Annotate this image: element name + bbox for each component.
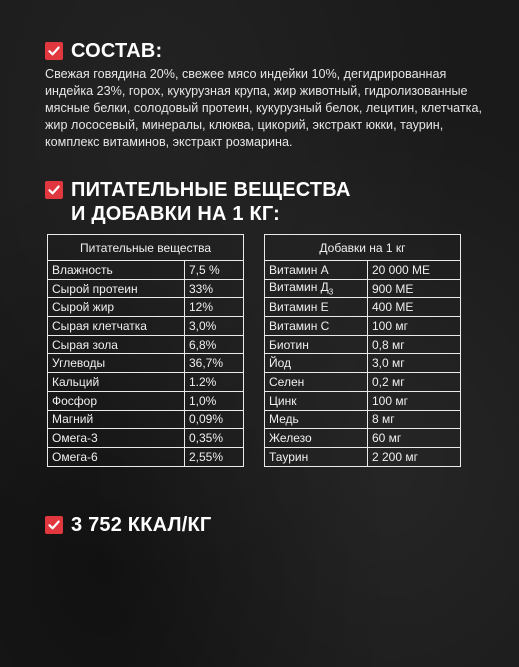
composition-heading — [45, 39, 162, 63]
check-icon — [45, 181, 63, 199]
additives-table-header: Добавки на 1 кг — [265, 235, 461, 261]
additive-name: Йод — [265, 354, 368, 373]
additive-value: 3,0 мг — [368, 354, 461, 373]
nutrient-value: 1,0% — [185, 391, 244, 410]
nutrient-name: Углеводы — [48, 354, 185, 373]
nutrients-title — [71, 178, 351, 226]
nutrients-title-line2: И ДОБАВКИ НА 1 КГ: — [71, 203, 281, 225]
table-row — [48, 391, 244, 410]
table-row — [265, 429, 461, 448]
nutrient-value: 6,8% — [185, 335, 244, 354]
additive-name: Биотин — [265, 335, 368, 354]
table-row — [48, 447, 244, 466]
table-row — [265, 447, 461, 466]
table-row — [48, 410, 244, 429]
table-row — [265, 298, 461, 317]
nutrient-value: 36,7% — [185, 354, 244, 373]
nutrients-title-line1: ПИТАТЕЛЬНЫЕ ВЕЩЕСТВА — [71, 179, 351, 201]
table-row — [48, 279, 244, 298]
nutrient-value: 12% — [185, 298, 244, 317]
table-row — [48, 261, 244, 280]
table-row — [48, 317, 244, 336]
additive-value: 60 мг — [368, 429, 461, 448]
nutrient-value: 3,0% — [185, 317, 244, 336]
nutrient-value: 0,35% — [185, 429, 244, 448]
composition-title: СОСТАВ: — [71, 40, 163, 62]
check-icon — [45, 42, 63, 60]
additives-table — [264, 234, 461, 467]
composition-text: Свежая говядина 20%, свежее мясо индейки 10%, дегидрированная индейка 23%, горох, кукурузная крупа, жир животный, гидролизованные мясные белки, солодовый протеин, кукурузный белок, лецитин, клетчатка, жир лососевый, минералы, клюква, цикорий, экстракт юкки, таурин, комплекс витаминов, экстракт розмарина. — [45, 67, 482, 149]
additive-value: 0,2 мг — [368, 373, 461, 392]
check-icon — [45, 516, 63, 534]
nutrient-name: Сырой протеин — [48, 279, 185, 298]
table-row — [265, 335, 461, 354]
additive-name: Витамин А — [265, 261, 368, 280]
table-row — [265, 410, 461, 429]
nutrients-heading — [45, 178, 351, 226]
nutrient-name: Сырая клетчатка — [48, 317, 185, 336]
nutrients-table-header: Питательные вещества — [48, 235, 244, 261]
table-row — [265, 354, 461, 373]
table-row — [265, 279, 461, 298]
nutrient-value: 33% — [185, 279, 244, 298]
additive-name: Таурин — [265, 447, 368, 466]
nutrient-value: 0,09% — [185, 410, 244, 429]
additive-name: Витамин Е — [265, 298, 368, 317]
additive-name: Витамин С — [265, 317, 368, 336]
energy-heading — [45, 513, 211, 537]
nutrient-value: 1.2% — [185, 373, 244, 392]
nutrient-name: Сырой жир — [48, 298, 185, 317]
table-row — [265, 373, 461, 392]
additive-value: 0,8 мг — [368, 335, 461, 354]
table-row — [265, 391, 461, 410]
additive-value: 100 мг — [368, 391, 461, 410]
nutrient-name: Магний — [48, 410, 185, 429]
additive-value: 2 200 мг — [368, 447, 461, 466]
subscript: 3 — [328, 287, 334, 297]
additive-name: Медь — [265, 410, 368, 429]
table-row — [48, 335, 244, 354]
table-row — [265, 261, 461, 280]
nutrients-table — [47, 234, 244, 467]
additive-name: Железо — [265, 429, 368, 448]
nutrient-name: Фосфор — [48, 391, 185, 410]
nutrient-name: Сырая зола — [48, 335, 185, 354]
nutrient-value: 2,55% — [185, 447, 244, 466]
table-row — [265, 317, 461, 336]
additive-name: Селен — [265, 373, 368, 392]
nutrient-name: Омега-3 — [48, 429, 185, 448]
additive-value: 900 МЕ — [368, 279, 461, 298]
additive-name: Цинк — [265, 391, 368, 410]
additive-name-text: Витамин Д — [269, 280, 329, 295]
nutrient-value: 7,5 % — [185, 261, 244, 280]
nutrient-name: Омега-6 — [48, 447, 185, 466]
table-row — [48, 354, 244, 373]
additive-value: 100 мг — [368, 317, 461, 336]
nutrient-name: Кальций — [48, 373, 185, 392]
table-row — [48, 298, 244, 317]
additive-value: 400 МЕ — [368, 298, 461, 317]
additive-value: 20 000 МЕ — [368, 261, 461, 280]
additive-name — [265, 279, 368, 298]
additive-value: 8 мг — [368, 410, 461, 429]
table-row — [48, 373, 244, 392]
energy-title: 3 752 ККАЛ/КГ — [71, 514, 212, 536]
nutrient-name: Влажность — [48, 261, 185, 280]
table-row — [48, 429, 244, 448]
